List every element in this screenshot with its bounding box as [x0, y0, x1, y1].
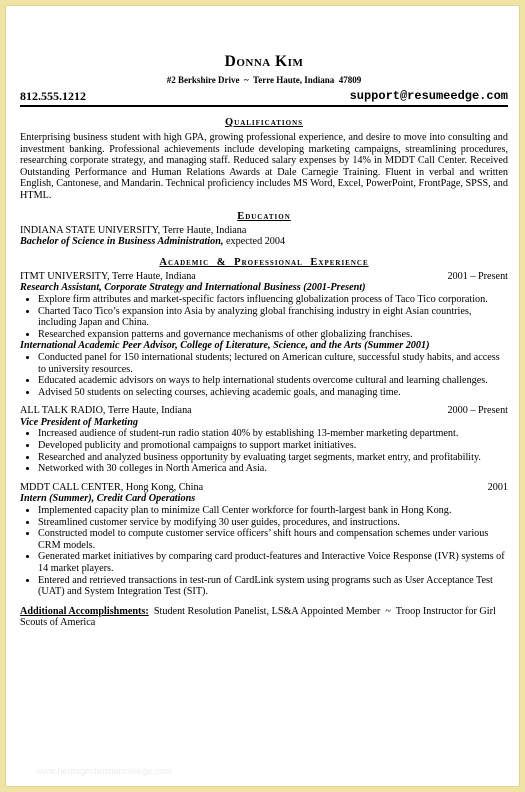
bullet-item: • Developed publicity and promotional campaigns to support market initiatives.	[38, 440, 508, 452]
bullet-item: • Streamlined customer service by modifying 30 user guides, procedures, and instructions.	[38, 517, 508, 529]
job-entry	[20, 405, 508, 475]
job-header	[20, 482, 508, 494]
education-school: INDIANA STATE UNIVERSITY, Terre Haute, Indiana	[20, 224, 247, 236]
job-entry	[20, 271, 508, 399]
bullet-item: • Conducted panel for 150 international students; lectured on American culture, successful study habits, and access to university resources.	[38, 352, 508, 375]
degree-name: Bachelor of Science in Business Administration,	[20, 236, 224, 248]
job-organization: MDDT CALL CENTER, Hong Kong, China	[20, 481, 204, 493]
bullet-item: • Researched and analyzed business opportunity by evaluating target segments, market entry, and profitability.	[38, 452, 508, 464]
role-title: Research Assistant, Corporate Strategy and International Business (2001-Present)	[20, 282, 366, 294]
experience-list	[20, 271, 508, 598]
watermark: www.heritagechristiancollege.com	[36, 766, 172, 776]
applicant-name: Donna Kim	[224, 53, 304, 70]
job-organization: ITMT UNIVERSITY, Terre Haute, Indiana	[20, 270, 196, 282]
experience-heading: Academic & Professional Experience	[159, 256, 369, 268]
role-title: International Academic Peer Advisor, College of Literature, Science, and the Arts (Summer 2001)	[20, 340, 430, 352]
qualifications-text: Enterprising business student with high GPA, growing professional experience, and desire to move into consulting and investment banking. Professional achievements include developing marketing campaigns, streamlining procedures, researching corporate strategy, and managing staff. Reduced salary expenses by 14% in MDDT Call Center. Received Outstanding Performance and Human Relations Awards at Dale Carnegie Training. Fluent in verbal and written English, Cantonese, and Mandarin. Technical proficiency includes MS Word, Excel, PowerPoint, FrontPage, SPSS, and HTML.	[20, 132, 508, 201]
degree-expected: expected 2004	[223, 236, 286, 248]
additional-accomplishments	[20, 606, 508, 629]
job-header	[20, 271, 508, 283]
role-bullets	[20, 505, 508, 598]
bullet-item: • Constructed model to compute customer service officers’ shift hours and compensation schemes under various CRM models.	[38, 528, 508, 551]
job-header	[20, 405, 508, 417]
bullet-item: • Generated market initiatives by comparing card product-features and Interactive Voice Response (IVR) systems of 14 market players.	[38, 551, 508, 574]
job-dates: 2001 – Present	[447, 270, 508, 282]
job-organization: ALL TALK RADIO, Terre Haute, Indiana	[20, 405, 192, 417]
qualifications-heading: Qualifications	[224, 117, 304, 128]
phone-number: 812.555.1212	[20, 89, 86, 103]
bullet-item: • Networked with 30 colleges in North America and Asia.	[38, 463, 508, 475]
job-dates: 2001	[487, 481, 508, 493]
bullet-item: • Researched expansion patterns and governance mechanisms of other globalizing franchises.	[38, 329, 508, 341]
bullet-item: • Charted Taco Tico’s expansion into Asia by analyzing global franchising industry in eight Asian countries, including Japan and China.	[38, 306, 508, 329]
role-bullets	[20, 352, 508, 398]
role-bullets	[20, 428, 508, 474]
education-degree	[20, 236, 508, 248]
email-address: support@resumeedge.com	[349, 89, 508, 103]
bullet-item: • Explore firm attributes and market-specific factors influencing globalization process of Taco Tico corporation.	[38, 294, 508, 306]
education-heading: Education	[237, 210, 291, 222]
resume-page	[6, 6, 519, 786]
role-bullets	[20, 294, 508, 340]
contact-line	[20, 89, 508, 107]
bullet-item: • Increased audience of student-run radio station 40% by establishing 13-member marketing department.	[38, 428, 508, 440]
additional-text: Student Resolution Panelist, LS&A Appointed Member ~ Troop Instructor for Girl Scouts of America	[20, 605, 499, 629]
job-entry	[20, 482, 508, 598]
additional-label: Additional Accomplishments:	[20, 605, 149, 617]
address-line: #2 Berkshire Drive ~ Terre Haute, Indiana 47809	[166, 75, 362, 85]
job-dates: 2000 – Present	[447, 405, 508, 417]
bullet-item: • Advised 50 students on selecting courses, achieving academic goals, and managing time.	[38, 387, 508, 399]
bullet-item: • Entered and retrieved transactions in test-run of CardLink system using programs such as User Acceptance Test (UAT) and System Integration Test (SIT).	[38, 575, 508, 598]
role-title: Vice President of Marketing	[20, 416, 139, 428]
bullet-item: • Implemented capacity plan to minimize Call Center workforce for fourth-largest bank in Hong Kong.	[38, 505, 508, 517]
role-title: Intern (Summer), Credit Card Operations	[20, 493, 196, 505]
bullet-item: • Educated academic advisors on ways to help international students overcome cultural and learning challenges.	[38, 375, 508, 387]
